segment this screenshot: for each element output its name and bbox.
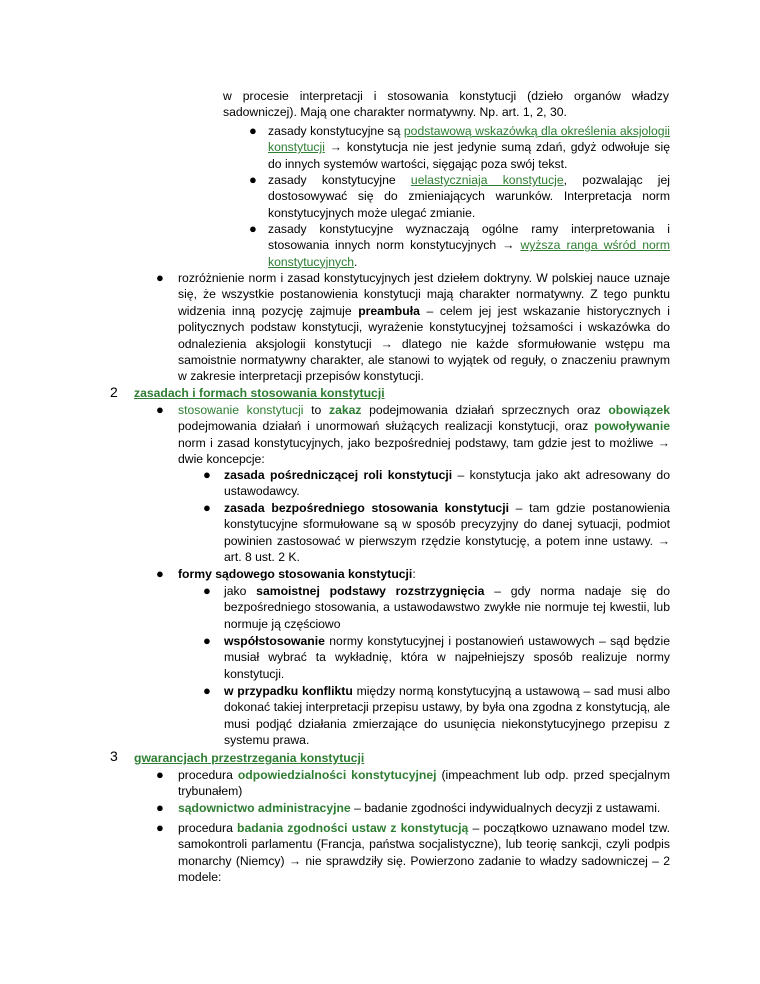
- concept-item: zasada pośredniczącej roli konstytucji – konstytucja jako akt adresowany do ustawodawcy.: [224, 468, 670, 499]
- principles-aksjologia-item: zasady konstytucyjne są podstawową wskazówką dla określenia aksjologii konstytucji → konstytucja nie jest jedynie sumą zdań, gdyż odwołuje się do innych systemów wartości, sięgając poza swój tekst.: [268, 124, 670, 171]
- aksjologia-link[interactable]: podstawową wskazówką dla określenia aksjologii konstytucji: [268, 124, 670, 155]
- concept-item: zasada bezpośredniego stosowania konstytucji – tam gdzie postanowienia konstytucyjne sformułowane są w sposób precyzyjny do danej sytuacji, podmiot powinien zastosować w pierwszym rzędzie konstytucję, a potem inne ustawy. → art. 8 ust. 2 K.: [224, 501, 670, 565]
- principles-flexibility-item: zasady konstytucyjne uelastyczniaja konstytucje, pozwalając jej dostosowywać się do zmieniających warunków. Interpretacja norm konstytucyjnych może ulegać zmianie.: [268, 173, 670, 220]
- guarantee-item: procedura badania zgodności ustaw z konstytucją – początkowo uznawano model tzw. samokontroli parlamentu (Francja, państwa socjalistyczne), lub teorię sankcji, czyli podpis monarchy (Niemcy) → nie sprawdziły się. Powierzono zadanie to władzy sadowniczej – 2 modele:: [178, 821, 671, 885]
- bullet-icon: ●: [249, 123, 257, 138]
- doctrine-paragraph: rozróżnienie norm i zasad konstytucyjnych jest dziełem doktryny. W polskiej nauce uznaje się, że wszystkie postanowienia konstytucji mają charakter normatywny. Z tego punktu widzenia inną pozycję zajmuje preambuła – celem jej jest wskazanie historycznych i politycznych podstaw konstytucji, wyrażenie konstytucyjnej tożsamości i wskazówka do odnalezienia aksjologii konstytucji → dlatego nie każde sformułowanie wstępu ma samoistnie normatywny charakter, ale stanowi to wyjątek od reguły, o znaczeniu prawnym w zakresie interpretacji przepisów konstytucji.: [178, 271, 670, 384]
- bullet-icon: ●: [249, 221, 257, 236]
- guarantee-item: procedura odpowiedzialności konstytucyjnej (impeachment lub odp. przed specjalnym trybunałem): [178, 768, 670, 799]
- form-item: współstosowanie normy konstytucyjnej i postanowień ustawowych – sąd będzie musiał wybrać ta wykładnię, która w najpełniejszy sposób realizuje normy konstytucji.: [224, 634, 670, 681]
- section-heading: zasadach i formach stosowania konstytucji: [134, 386, 385, 400]
- bullet-icon: ●: [249, 172, 257, 187]
- form-item: w przypadku konfliktu między normą konstytucyjną a ustawową – sad musi albo dokonać takiej interpretacji przepisu ustawy, by była ona zgodna z konstytucją, ale musi podjąć działania zmierzające do usunięcia niekonstytucyjnego przepisu z systemu prawa.: [224, 684, 670, 748]
- section-number: 2: [110, 384, 118, 400]
- principles-framework-item: zasady konstytucyjne wyznaczają ogólne ramy interpretowania i stosowania innych norm konstytucyjnych → wyższa ranga wśród norm konstytucyjnych.: [268, 222, 670, 269]
- rank-link[interactable]: wyższa ranga wśród norm konstytucyjnych: [268, 238, 670, 269]
- bullet-icon: ●: [203, 683, 211, 698]
- form-item: jako samoistnej podstawy rozstrzygnięcia – gdy norma nadaje się do bezpośredniego stosowania, a ustawodawstwo zwykłe nie normuje tej kwestii, lub normuje ją częściowo: [224, 584, 670, 631]
- intro-paragraph: w procesie interpretacji i stosowania konstytucji (dzieło organów władzy sadowniczej). Mają one charakter normatywny. Np. art. 1, 2, 30.: [223, 89, 669, 120]
- forms-heading: formy sądowego stosowania konstytucji:: [178, 567, 416, 581]
- guarantee-item: sądownictwo administracyjne – badanie zgodności indywidualnych decyzji z ustawami.: [178, 801, 661, 815]
- bullet-icon: ●: [156, 270, 164, 285]
- bullet-icon: ●: [203, 583, 211, 598]
- bullet-icon: ●: [156, 820, 164, 835]
- bullet-icon: ●: [156, 402, 164, 417]
- bullet-icon: ●: [156, 767, 164, 782]
- bullet-icon: ●: [203, 467, 211, 482]
- flexibility-link[interactable]: uelastyczniaja konstytucje: [410, 173, 564, 187]
- application-definition: stosowanie konstytucji to zakaz podejmowania działań sprzecznych oraz obowiązek podejmowania działań i unormowań służących realizacji konstytucji, oraz powoływanie norm i zasad konstytucyjnych, jako bezpośredniej podstawy, tam gdzie jest to możliwe → dwie koncepcje:: [178, 403, 670, 467]
- bullet-icon: ●: [156, 800, 164, 815]
- section-heading: gwarancjach przestrzegania konstytucji: [134, 751, 365, 765]
- bullet-icon: ●: [203, 500, 211, 515]
- bullet-icon: ●: [203, 633, 211, 648]
- bullet-icon: ●: [156, 566, 164, 581]
- section-number: 3: [110, 748, 118, 764]
